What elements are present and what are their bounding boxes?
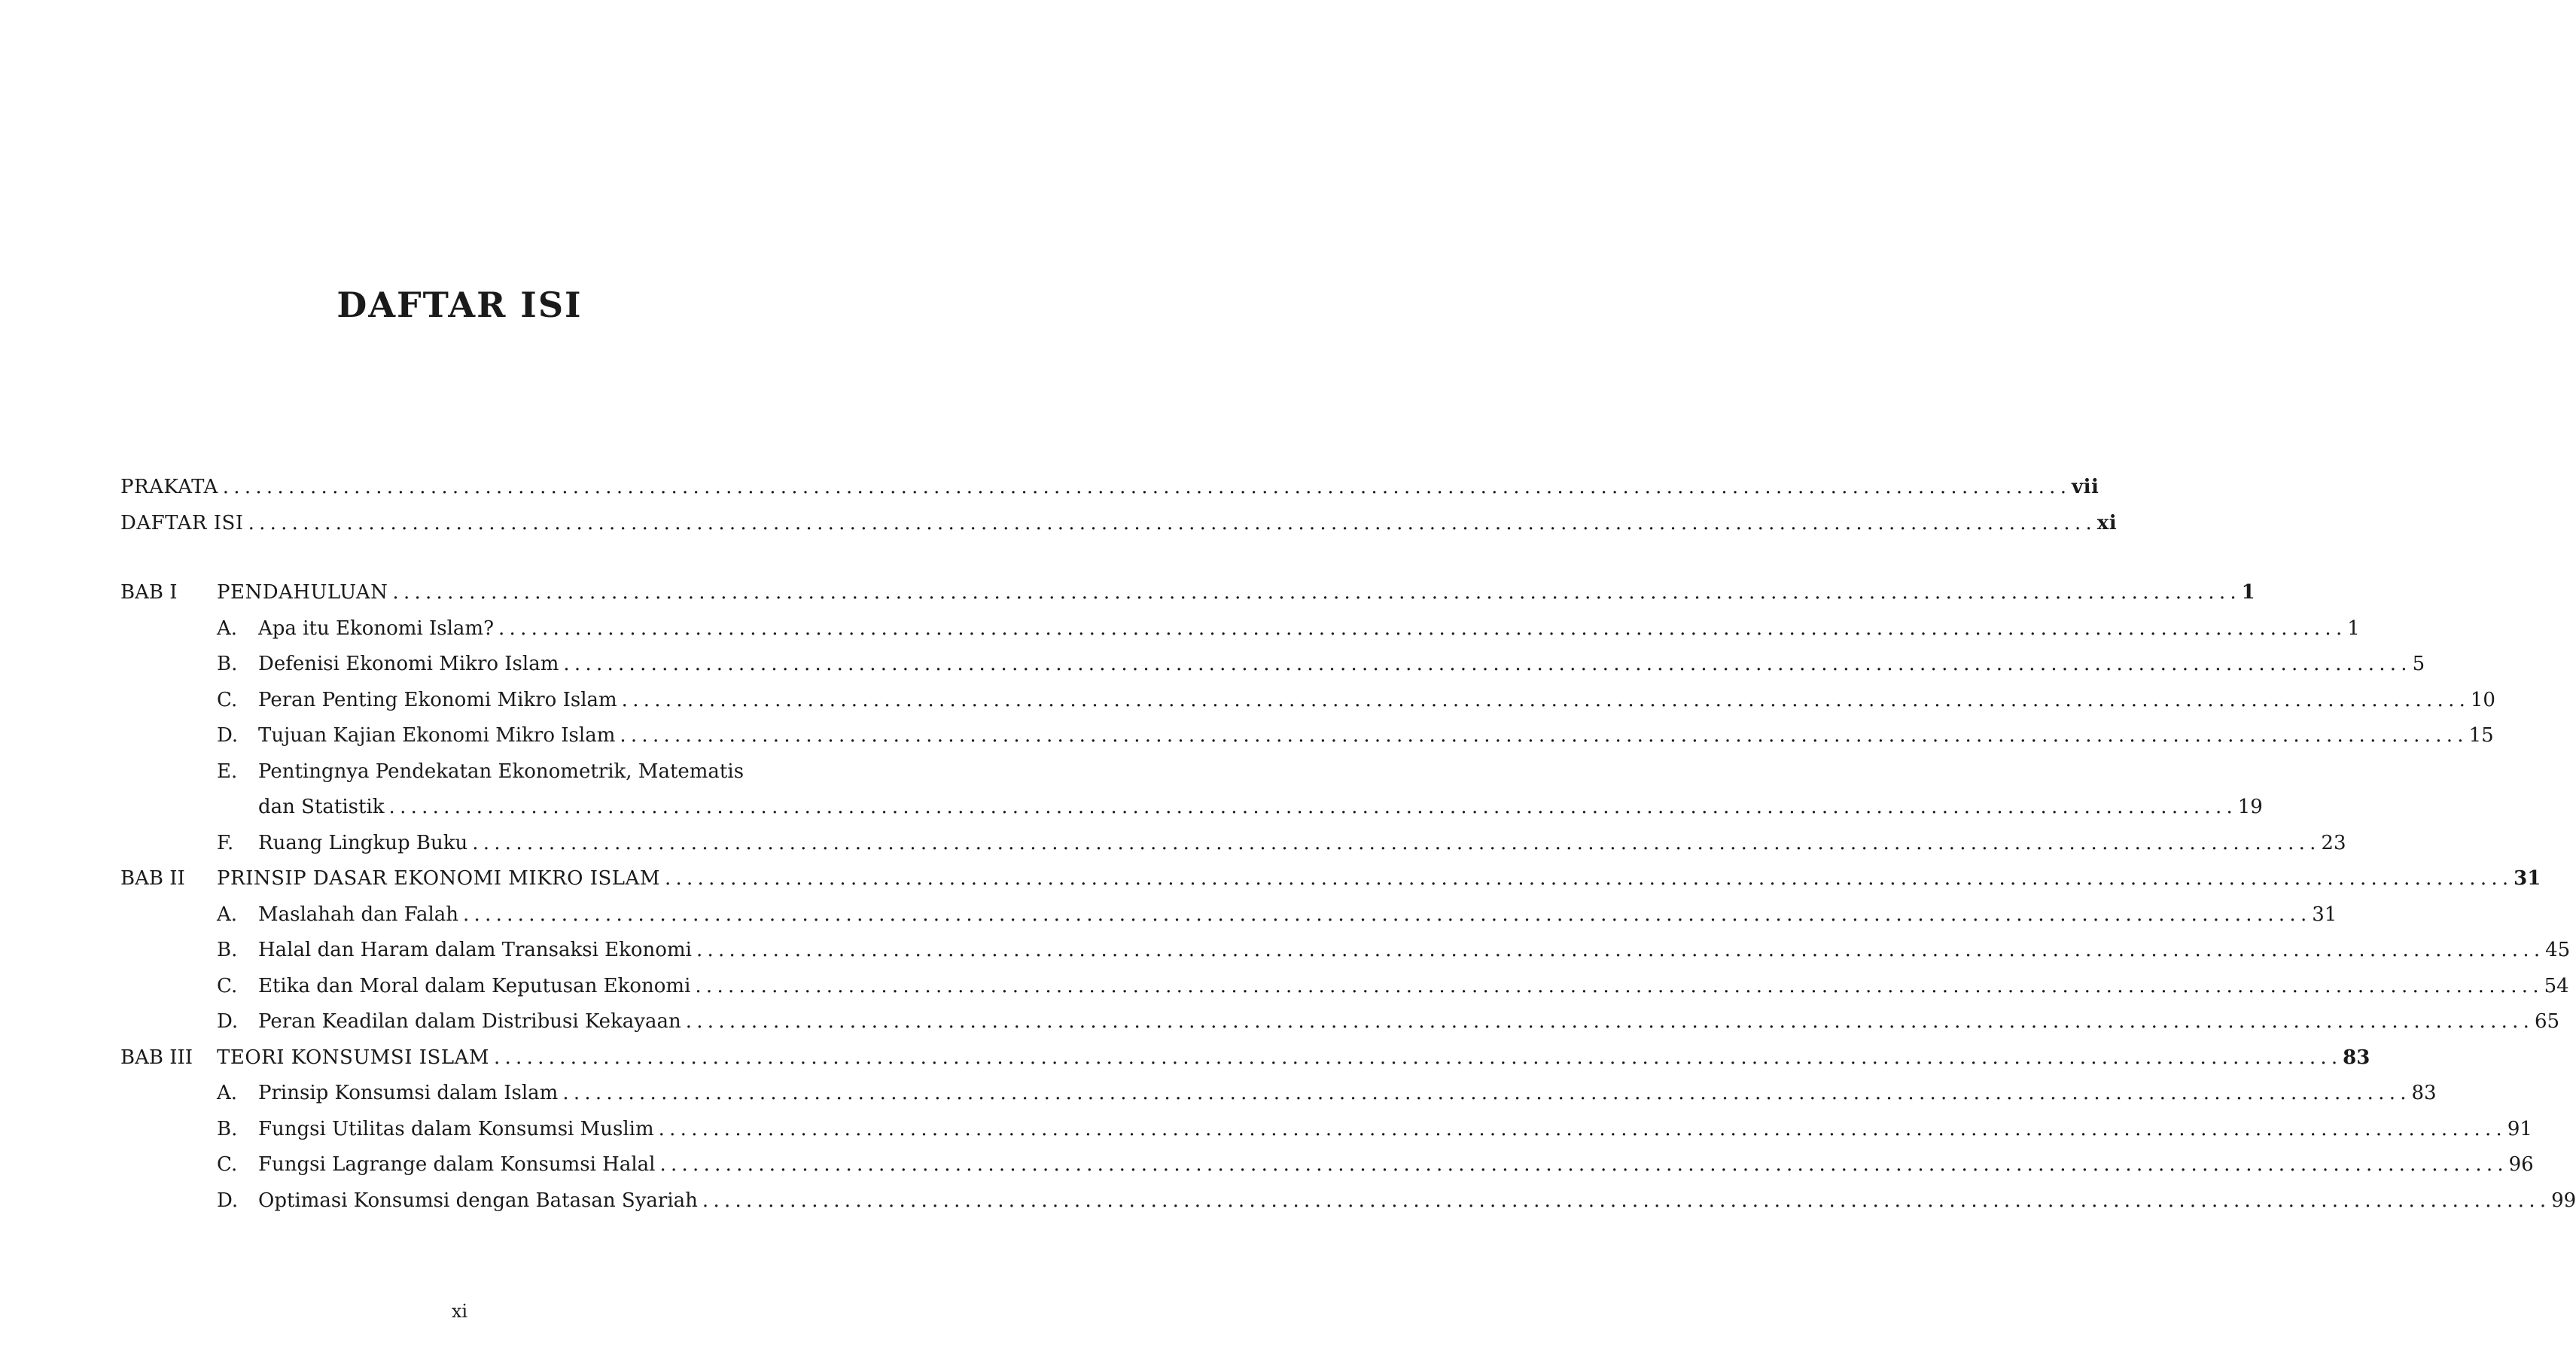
dot-leader [665,867,2507,890]
section-page: 1 [2347,617,2360,640]
toc-section-entry[interactable] [120,974,2569,1011]
dot-leader [472,832,2315,854]
section-letter: A. [217,617,238,640]
section-letter: C. [217,1153,238,1176]
section-letter: D. [217,724,239,747]
chapter-page: 31 [2514,867,2541,890]
toc-entry-prakata[interactable] [120,476,2099,498]
section-title: Tujuan Kajian Ekonomi Mikro Islam [258,724,616,747]
toc-section-entry[interactable] [120,903,2337,939]
toc-section-entry[interactable] [120,617,2360,653]
toc-entry-label: PRAKATA [120,476,218,498]
toc-entry-page: xi [2096,512,2118,534]
section-page: 23 [2321,831,2346,854]
dot-leader [696,939,2539,961]
chapter-heading[interactable] [120,1046,2370,1082]
section-title: Ruang Lingkup Buku [258,831,468,854]
section-letter: C. [217,974,238,997]
section-page: 10 [2470,688,2495,711]
section-title: Fungsi Utilitas dalam Konsumsi Muslim [258,1117,654,1140]
toc-section-entry[interactable] [120,653,2425,689]
toc-section-entry[interactable] [120,831,2346,868]
section-letter: F. [217,831,234,854]
section-letter: E. [217,760,238,783]
toc-section-entry[interactable] [120,1082,2437,1118]
section-page: 5 [2412,653,2425,675]
page-title: DAFTAR ISI [336,285,583,325]
section-page: 83 [2411,1082,2437,1104]
toc-entry-page: vii [2071,476,2099,498]
toc-entry-daftar-isi[interactable] [120,512,2118,534]
toc-entry-label: DAFTAR ISI [120,512,244,534]
toc-section-entry[interactable] [120,1117,2532,1154]
chapter-title: PENDAHULUAN [217,581,388,604]
dot-leader [392,581,2235,604]
dot-leader [702,1189,2545,1212]
dot-leader [463,903,2306,926]
section-letter: D. [217,1010,239,1033]
section-letter: D. [217,1189,239,1212]
chapter-page: 83 [2343,1046,2370,1069]
dot-leader [686,1010,2529,1033]
chapter-heading[interactable] [120,867,2541,903]
section-title: Optimasi Konsumsi dengan Batasan Syariah [258,1189,698,1212]
section-title: Etika dan Moral dalam Keputusan Ekonomi [258,974,691,997]
chapter-title: TEORI KONSUMSI ISLAM [217,1046,489,1069]
section-letter: B. [217,939,238,961]
section-letter: B. [217,653,238,675]
dot-leader [659,1118,2501,1140]
section-page: 19 [2237,796,2263,818]
toc-section-entry-continued[interactable] [120,796,2263,832]
toc-section-entry[interactable] [120,724,2494,760]
page-number-footer: xi [451,1301,468,1322]
dot-leader [389,796,2232,818]
dot-leader [248,512,2091,534]
section-title: Fungsi Lagrange dalam Konsumsi Halal [258,1153,656,1176]
section-title: Defenisi Ekonomi Mikro Islam [258,653,559,675]
dot-leader [494,1046,2337,1069]
toc-section-entry[interactable] [120,1010,2560,1046]
chapter-label: BAB I [120,581,178,604]
dot-leader [622,689,2465,711]
chapter-label: BAB II [120,867,185,890]
dot-leader [695,975,2538,997]
section-title: Apa itu Ekonomi Islam? [258,617,495,640]
section-page: 99 [2551,1189,2576,1212]
dot-leader [563,653,2406,675]
toc-section-entry[interactable] [120,1189,2576,1225]
toc-section-entry[interactable] [120,760,804,796]
section-page: 96 [2508,1153,2534,1176]
dot-leader [498,617,2341,640]
section-page: 54 [2544,974,2569,997]
section-letter: C. [217,688,238,711]
chapter-bab-1 [120,581,2576,1225]
chapter-title: PRINSIP DASAR EKONOMI MIKRO ISLAM [217,867,660,890]
section-title: Halal dan Haram dalam Transaksi Ekonomi [258,939,692,961]
section-page: 91 [2507,1117,2532,1140]
section-letter: A. [217,903,238,926]
section-page: 45 [2545,939,2571,961]
section-title-continued: dan Statistik [258,796,385,818]
chapter-page: 1 [2241,581,2255,604]
section-title: Pentingnya Pendekatan Ekonometrik, Matematis [258,760,744,783]
toc-section-entry[interactable] [120,939,2571,975]
section-title: Peran Penting Ekonomi Mikro Islam [258,688,617,711]
section-page: 65 [2534,1010,2560,1033]
chapter-label: BAB III [120,1046,193,1069]
dot-leader [562,1082,2405,1104]
dot-leader [223,476,2066,498]
section-title: Maslahah dan Falah [258,903,459,926]
section-letter: B. [217,1117,238,1140]
toc-section-entry[interactable] [120,1153,2534,1189]
section-title: Prinsip Konsumsi dalam Islam [258,1082,559,1104]
chapter-heading[interactable] [120,581,2255,617]
section-title: Peran Keadilan dalam Distribusi Kekayaan [258,1010,681,1033]
section-page: 31 [2312,903,2337,926]
dot-leader [620,724,2462,747]
section-letter: A. [217,1082,238,1104]
section-page: 15 [2468,724,2494,747]
dot-leader [659,1153,2502,1176]
toc-section-entry[interactable] [120,688,2495,725]
